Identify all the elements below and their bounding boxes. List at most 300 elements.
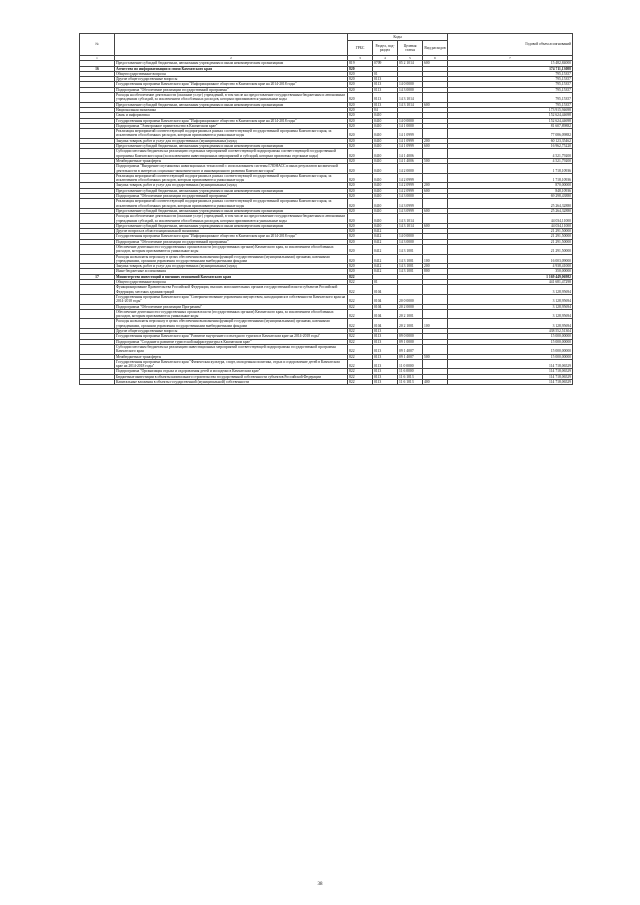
- razdel-code-cell: 0410: [373, 123, 398, 128]
- target-article-cell: 11 6 1013: [398, 374, 423, 379]
- razdel-code-cell: 0113: [373, 344, 398, 354]
- amount-cell: 795,15357: [448, 87, 573, 92]
- amount-cell: 25 264,32880: [448, 199, 573, 209]
- col-vr-header: Вид расходов: [423, 41, 448, 56]
- index-cell: 4: [373, 56, 398, 61]
- amount-cell: 77 086,09882: [448, 129, 573, 139]
- target-article-cell: 05 2 1014: [398, 61, 423, 66]
- razdel-code-cell: 0412: [373, 269, 398, 274]
- grbs-code-cell: 820: [348, 129, 373, 139]
- target-article-cell: [398, 285, 423, 295]
- target-article-cell: 11 6 1013: [398, 380, 423, 385]
- grbs-code-cell: 820: [348, 138, 373, 143]
- row-number-cell: [80, 214, 115, 224]
- grbs-code-cell: 820: [348, 234, 373, 239]
- razdel-code-cell: 0104: [373, 294, 398, 304]
- expense-type-cell: 800: [423, 269, 448, 274]
- row-name-cell: Подпрограмма "Внедрение спутниковых навигационных технологий с использованием системы ГЛОНАСС и иных результатов космической деятельности в интересах социально-экономического и инновационного развития Камчатского края": [115, 164, 348, 174]
- row-name-cell: Государственная программа Камчатского края "Информационное общество в Камчатском крае на 2014-2018 годы": [115, 118, 348, 123]
- expense-type-cell: [423, 285, 448, 295]
- expense-type-cell: [423, 344, 448, 354]
- amount-cell: 441 681,47298: [448, 280, 573, 285]
- table-body: [80, 61, 573, 385]
- table-row: [80, 254, 573, 264]
- razdel-code-cell: 0113: [373, 380, 398, 385]
- amount-cell: 114 718,06529: [448, 374, 573, 379]
- amount-cell: 350,00000: [448, 269, 573, 274]
- row-number-cell: [80, 149, 115, 159]
- row-name-cell: Предоставление субсидий бюджетным, автономным учреждениям и иным некоммерческим организациям: [115, 223, 348, 228]
- grbs-code-cell: 820: [348, 254, 373, 264]
- row-number-cell: [80, 164, 115, 174]
- razdel-code-cell: 0412: [373, 244, 398, 254]
- row-number-cell: [80, 309, 115, 319]
- razdel-code-cell: 01: [373, 71, 398, 76]
- row-name-cell: Подпрограмма "Электронное правительство в Камчатском крае": [115, 123, 348, 128]
- razdel-code-cell: 0113: [373, 329, 398, 334]
- razdel-code-cell: 0113: [373, 354, 398, 359]
- row-number-cell: [80, 173, 115, 183]
- grbs-code-cell: 822: [348, 280, 373, 285]
- row-name-cell: Предоставление субсидий бюджетным, автономным учреждениям и иным некоммерческим организациям: [115, 144, 348, 149]
- amount-cell: 3 128,95694: [448, 294, 573, 304]
- index-cell: 6: [423, 56, 448, 61]
- row-name-cell: Подпрограмма "Обеспечение реализации государственной программы": [115, 239, 348, 244]
- razdel-code-cell: 0113: [373, 102, 398, 107]
- grbs-code-cell: 820: [348, 208, 373, 213]
- expense-type-cell: 600: [423, 208, 448, 213]
- razdel-code-cell: 0410: [373, 113, 398, 118]
- grbs-code-cell: 820: [348, 164, 373, 174]
- grbs-code-cell: 822: [348, 344, 373, 354]
- table-row: [80, 199, 573, 209]
- grbs-code-cell: 822: [348, 339, 373, 344]
- expense-type-cell: 200: [423, 183, 448, 188]
- target-article-cell: 09 1 4007: [398, 344, 423, 354]
- amount-cell: 3 128,95694: [448, 309, 573, 319]
- grbs-code-cell: 822: [348, 309, 373, 319]
- target-article-cell: 20 2 1001: [398, 309, 423, 319]
- expense-type-cell: 100: [423, 319, 448, 329]
- target-article-cell: 14 3 1001: [398, 264, 423, 269]
- table-row: [80, 344, 573, 354]
- amount-cell: 795,15357: [448, 77, 573, 82]
- target-article-cell: 14 1 0999: [398, 144, 423, 149]
- budget-table-sheet: [79, 33, 573, 385]
- razdel-code-cell: 0412: [373, 239, 398, 244]
- grbs-code-cell: 820: [348, 71, 373, 76]
- amount-cell: 870,00000: [448, 183, 573, 188]
- target-article-cell: 14 2 0999: [398, 188, 423, 193]
- expense-type-cell: [423, 129, 448, 139]
- expense-type-cell: [423, 294, 448, 304]
- expense-type-cell: 400: [423, 380, 448, 385]
- target-article-cell: 09 1 4007: [398, 354, 423, 359]
- razdel-code-cell: 0113: [373, 359, 398, 369]
- grbs-code-cell: 820: [348, 158, 373, 163]
- budget-table: [79, 33, 573, 385]
- amount-cell: 795,15357: [448, 82, 573, 87]
- row-name-cell: Государственная программа Камчатского края "Совершенствование управления имуществом, находящимся в собственности Камчатского края на 2014-2018 годы": [115, 294, 348, 304]
- row-name-cell: Реализация мероприятий соответствующей подпрограммы в рамках соответствующей государственной программы Камчатского края, за исключением обособленных расходов, которым присваиваются уникальные коды: [115, 173, 348, 183]
- row-name-cell: Капитальные вложения в объекты государственной (муниципальной) собственности: [115, 380, 348, 385]
- amount-cell: 15 000,00000: [448, 354, 573, 359]
- razdel-code-cell: 0412: [373, 229, 398, 234]
- grbs-code-cell: 820: [348, 194, 373, 199]
- row-name-cell: Межбюджетные трансферты: [115, 158, 348, 163]
- razdel-code-cell: 01: [373, 280, 398, 285]
- row-name-cell: Другие общегосударственные вопросы: [115, 77, 348, 82]
- razdel-code-cell: 0104: [373, 304, 398, 309]
- row-number-cell: [80, 359, 115, 369]
- razdel-code-cell: 0410: [373, 164, 398, 174]
- target-article-cell: 09 0 0000: [398, 334, 423, 339]
- target-article-cell: 20 2 1001: [398, 319, 423, 329]
- razdel-code-cell: 0412: [373, 234, 398, 239]
- grbs-code-cell: 822: [348, 354, 373, 359]
- razdel-code-cell: 0410: [373, 144, 398, 149]
- razdel-code-cell: 0113: [373, 87, 398, 92]
- amount-cell: 4 521,79200: [448, 158, 573, 163]
- razdel-code-cell: 0410: [373, 208, 398, 213]
- amount-cell: 4 521,79200: [448, 149, 573, 159]
- target-article-cell: 14 0 0000: [398, 82, 423, 87]
- row-name-cell: Обеспечение деятельности государственных органов власти (государственных органов) Камчатского края, за исключением обособленных расходов, которым присваиваются уникальные коды: [115, 309, 348, 319]
- target-article-cell: 14 1 4006: [398, 158, 423, 163]
- target-article-cell: 14 3 0000: [398, 194, 423, 199]
- razdel-code-cell: 0410: [373, 214, 398, 224]
- amount-cell: 438 552,51304: [448, 329, 573, 334]
- row-number-cell: 16: [80, 66, 115, 71]
- col-cs-header: Целевая статья: [398, 41, 423, 56]
- row-number-cell: [80, 244, 115, 254]
- target-article-cell: 14 2 0999: [398, 183, 423, 188]
- target-article-cell: 20 0 0000: [398, 294, 423, 304]
- grbs-code-cell: 820: [348, 149, 373, 159]
- razdel-code-cell: 0412: [373, 254, 398, 264]
- grbs-code-cell: 822: [348, 319, 373, 329]
- grbs-code-cell: 820: [348, 77, 373, 82]
- row-name-cell: Подпрограмма "Обеспечение реализации Программы": [115, 304, 348, 309]
- grbs-code-cell: 822: [348, 380, 373, 385]
- razdel-code-cell: 0410: [373, 118, 398, 123]
- row-number-cell: [80, 199, 115, 209]
- grbs-code-cell: 820: [348, 113, 373, 118]
- expense-type-cell: 600: [423, 61, 448, 66]
- razdel-code-cell: 04: [373, 107, 398, 112]
- row-number-cell: [80, 285, 115, 295]
- row-name-cell: Предоставление субсидий бюджетным, автономным учреждениям и иным некоммерческим организациям: [115, 188, 348, 193]
- expense-type-cell: [423, 164, 448, 174]
- expense-type-cell: [423, 359, 448, 369]
- row-number-cell: [80, 344, 115, 354]
- razdel-code-cell: 0410: [373, 173, 398, 183]
- target-article-cell: 14 3 1014: [398, 214, 423, 224]
- row-name-cell: Национальная экономика: [115, 107, 348, 112]
- grbs-code-cell: 820: [348, 239, 373, 244]
- target-article-cell: 14 0 0000: [398, 234, 423, 239]
- row-name-cell: Обеспечение деятельности государственных органов власти (государственных органов) Камчатского края, за исключением обособленных расходов, которым присваиваются уникальные коды: [115, 244, 348, 254]
- row-name-cell: Подпрограмма "Организация отдыха и оздоровления детей и молодежи в Камчатском крае": [115, 369, 348, 374]
- expense-type-cell: 600: [423, 144, 448, 149]
- grbs-code-cell: 820: [348, 173, 373, 183]
- row-name-cell: Государственная программа Камчатского края "Физическая культура, спорт, молодежная политика, отдых и оздоровление детей в Камчатском крае на 2014-2018 годы": [115, 359, 348, 369]
- row-name-cell: Подпрограмма "Создание и развитие туристской инфраструктуры в Камчатском крае": [115, 339, 348, 344]
- target-article-cell: 09 1 0000: [398, 339, 423, 344]
- amount-cell: 795,15357: [448, 93, 573, 103]
- expense-type-cell: 500: [423, 354, 448, 359]
- col-razdel-header: Раздел, под-раздел: [373, 41, 398, 56]
- amount-cell: 174 711,13088: [448, 66, 573, 71]
- expense-type-cell: [423, 244, 448, 254]
- index-cell: 7: [448, 56, 573, 61]
- row-name-cell: Другие вопросы в области национальной экономики: [115, 229, 348, 234]
- target-article-cell: 14 3 1014: [398, 223, 423, 228]
- razdel-code-cell: 0113: [373, 339, 398, 344]
- amount-cell: 21 291,50000: [448, 229, 573, 234]
- row-number-cell: [80, 93, 115, 103]
- table-row: [80, 380, 573, 385]
- amount-cell: 1 718,10936: [448, 173, 573, 183]
- target-article-cell: 14 0 0000: [398, 118, 423, 123]
- grbs-code-cell: 820: [348, 188, 373, 193]
- grbs-code-cell: 820: [348, 93, 373, 103]
- amount-cell: 15 000,00000: [448, 339, 573, 344]
- table-row: [80, 149, 573, 159]
- row-name-cell: Реализация мероприятий соответствующей подпрограммы в рамках соответствующей государственной программы Камчатского края, за исключением обособленных расходов, которым присваиваются уникальные коды: [115, 199, 348, 209]
- razdel-code-cell: 0410: [373, 223, 398, 228]
- amount-cell: 3 128,95694: [448, 304, 573, 309]
- expense-type-cell: 600: [423, 223, 448, 228]
- amount-cell: 1 718,10936: [448, 164, 573, 174]
- expense-type-cell: [423, 199, 448, 209]
- grbs-code-cell: 822: [348, 274, 373, 279]
- row-number-cell: 17: [80, 274, 115, 279]
- table-row: [80, 319, 573, 329]
- amount-cell: 44 034,11000: [448, 223, 573, 228]
- target-article-cell: 11 0 0000: [398, 359, 423, 369]
- table-row: [80, 359, 573, 369]
- amount-cell: 152 624,44698: [448, 118, 573, 123]
- expense-type-cell: 600: [423, 188, 448, 193]
- razdel-code-cell: 0412: [373, 264, 398, 269]
- grbs-code-cell: 820: [348, 107, 373, 112]
- razdel-code-cell: 0410: [373, 194, 398, 199]
- grbs-code-cell: 819: [348, 61, 373, 66]
- expense-type-cell: [423, 173, 448, 183]
- row-name-cell: Государственная программа Камчатского края "Информационное общество в Камчатском крае на 2014-2018 годы": [115, 82, 348, 87]
- grbs-code-cell: 820: [348, 199, 373, 209]
- expense-type-cell: [423, 93, 448, 103]
- row-name-cell: Подпрограмма "Обеспечение реализации государственной программы": [115, 87, 348, 92]
- razdel-code-cell: 0410: [373, 149, 398, 159]
- index-cell: 3: [348, 56, 373, 61]
- grbs-code-cell: 822: [348, 369, 373, 374]
- target-article-cell: 11 6 0000: [398, 369, 423, 374]
- grbs-code-cell: 820: [348, 118, 373, 123]
- row-name-cell: Функционирование Правительства Российской Федерации, высших исполнительных органов государственной власти субъектов Российской Федерации, местных администраций: [115, 285, 348, 295]
- row-name-cell: Общегосударственные вопросы: [115, 280, 348, 285]
- index-cell: 5: [398, 56, 423, 61]
- grbs-code-cell: 820: [348, 223, 373, 228]
- amount-cell: 69 298,43880: [448, 194, 573, 199]
- amount-cell: 114 718,06529: [448, 380, 573, 385]
- razdel-code-cell: 0113: [373, 374, 398, 379]
- row-name-cell: Закупка товаров, работ и услуг для государственных (муниципальных) нужд: [115, 183, 348, 188]
- table-row: [80, 294, 573, 304]
- target-article-cell: 14 3 1014: [398, 93, 423, 103]
- grbs-code-cell: 820: [348, 87, 373, 92]
- expense-type-cell: [423, 309, 448, 319]
- razdel-code-cell: 0410: [373, 188, 398, 193]
- razdel-code-cell: 0104: [373, 285, 398, 295]
- grbs-code-cell: 820: [348, 123, 373, 128]
- amount-cell: 15 482,84000: [448, 61, 573, 66]
- row-name-cell: Предоставление субсидий бюджетным, автономным учреждениям и иным некоммерческим организациям: [115, 208, 348, 213]
- row-name-cell: Предоставление субсидий бюджетным, автономным учреждениям и иным некоммерческим организациям: [115, 61, 348, 66]
- razdel-code-cell: 0709: [373, 61, 398, 66]
- row-name-cell: Бюджетные инвестиции в объекты капитального строительства государственной собственности субъектов Российской Федерации: [115, 374, 348, 379]
- grbs-code-cell: 822: [348, 304, 373, 309]
- row-name-cell: Закупка товаров, работ и услуг для государственных (муниципальных) нужд: [115, 264, 348, 269]
- razdel-code-cell: 0410: [373, 138, 398, 143]
- target-article-cell: 20 2 0000: [398, 304, 423, 309]
- row-name-cell: Межбюджетные трансферты: [115, 354, 348, 359]
- grbs-code-cell: 820: [348, 214, 373, 224]
- razdel-code-cell: 0410: [373, 129, 398, 139]
- table-row: [80, 214, 573, 224]
- row-name-cell: Государственная программа Камчатского края "Развитие внутреннего и въездного туризма в Камчатском крае на 2014-2018 годы": [115, 334, 348, 339]
- amount-cell: 3 128,95694: [448, 319, 573, 329]
- amount-cell: 1 169 449,06982: [448, 274, 573, 279]
- target-article-cell: 14 3 0999: [398, 199, 423, 209]
- row-name-cell: Другие общегосударственные вопросы: [115, 329, 348, 334]
- amount-cell: 152 624,44698: [448, 113, 573, 118]
- razdel-code-cell: 0113: [373, 93, 398, 103]
- row-name-cell: Общегосударственные вопросы: [115, 71, 348, 76]
- amount-cell: 114 718,06529: [448, 369, 573, 374]
- row-name-cell: Государственная программа Камчатского края "Информационное общество в Камчатском крае на 2014-2018 годы": [115, 234, 348, 239]
- grbs-code-cell: 820: [348, 269, 373, 274]
- index-cell: 2: [115, 56, 348, 61]
- target-article-cell: 14 3 1001: [398, 244, 423, 254]
- row-name-cell: Расходы на обеспечение деятельности (оказание услуг) учреждений, в том числе на предоставление государственным бюджетным и автономным учреждениям субсидий, за исключением обособленных расходов, которым присваиваются уникальные коды: [115, 93, 348, 103]
- amount-cell: 21 291,50000: [448, 244, 573, 254]
- amount-cell: 848,10936: [448, 188, 573, 193]
- target-article-cell: 14 2 0999: [398, 173, 423, 183]
- row-name-cell: Предоставление субсидий бюджетным, автономным учреждениям и иным некоммерческим организациям: [115, 102, 348, 107]
- index-cell: 1: [80, 56, 115, 61]
- grbs-code-cell: 822: [348, 329, 373, 334]
- razdel-code-cell: 0113: [373, 82, 398, 87]
- grbs-code-cell: 822: [348, 359, 373, 369]
- row-number-cell: [80, 294, 115, 304]
- target-article-cell: 14 1 0999: [398, 129, 423, 139]
- amount-cell: 795,15357: [448, 71, 573, 76]
- row-number-cell: [80, 129, 115, 139]
- razdel-code-cell: 0113: [373, 77, 398, 82]
- amount-cell: 44 034,11000: [448, 214, 573, 224]
- table-row: [80, 309, 573, 319]
- target-article-cell: 14 3 1014: [398, 102, 423, 107]
- col-name-header: [115, 34, 348, 56]
- amount-cell: 25 264,32880: [448, 208, 573, 213]
- razdel-code-cell: 0410: [373, 199, 398, 209]
- amount-cell: 3 128,95694: [448, 285, 573, 295]
- expense-type-cell: 200: [423, 138, 448, 143]
- amount-cell: 16 003,09000: [448, 254, 573, 264]
- grbs-code-cell: 820: [348, 264, 373, 269]
- grbs-code-cell: 820: [348, 102, 373, 107]
- col-sum-header: Годовой объем ассигнований: [448, 34, 573, 56]
- razdel-code-cell: 0113: [373, 334, 398, 339]
- row-number-cell: [80, 319, 115, 329]
- expense-type-cell: 500: [423, 158, 448, 163]
- target-article-cell: 14 3 0000: [398, 87, 423, 92]
- col-grbs-header: ГРБС: [348, 41, 373, 56]
- target-article-cell: 14 1 0999: [398, 138, 423, 143]
- page-number: 38: [317, 882, 323, 887]
- amount-cell: 173 915,94698: [448, 107, 573, 112]
- row-name-cell: Министерство инвестиций и внешних отношений Камчатского края: [115, 274, 348, 279]
- amount-cell: 114 718,06529: [448, 359, 573, 369]
- table-row: [80, 164, 573, 174]
- amount-cell: 16 962,75220: [448, 144, 573, 149]
- grbs-code-cell: 822: [348, 374, 373, 379]
- grbs-code-cell: 820: [348, 66, 373, 71]
- row-name-cell: Расходы на обеспечение деятельности (оказание услуг) учреждений, в том числе на предоставление государственным бюджетным и автономным учреждениям субсидий, за исключением обособленных расходов, которым присваиваются уникальные коды: [115, 214, 348, 224]
- razdel-code-cell: 0410: [373, 158, 398, 163]
- row-name-cell: Расходы на выплаты персоналу в целях обеспечения выполнения функций государственными (муниципальными) органами, казенными учреждениями, органами управления государственными внебюджетными фондами: [115, 319, 348, 329]
- table-row: [80, 93, 573, 103]
- amount-cell: 81 607,89882: [448, 123, 573, 128]
- table-row: [80, 244, 573, 254]
- razdel-code-cell: 0104: [373, 319, 398, 329]
- razdel-code-cell: 0113: [373, 369, 398, 374]
- grbs-code-cell: 820: [348, 183, 373, 188]
- amount-cell: 21 291,50000: [448, 234, 573, 239]
- table-row: [80, 173, 573, 183]
- expense-type-cell: 600: [423, 102, 448, 107]
- target-article-cell: 14 1 0000: [398, 123, 423, 128]
- grbs-code-cell: 820: [348, 82, 373, 87]
- target-article-cell: 14 3 0000: [398, 239, 423, 244]
- row-name-cell: Субсидии местным бюджетам на реализацию инвестиционных мероприятий соответствующей подпрограммы государственной программы Камчатского края: [115, 344, 348, 354]
- col-num-header: №: [80, 34, 115, 56]
- row-name-cell: Закупка товаров, работ и услуг для государственных (муниципальных) нужд: [115, 138, 348, 143]
- grbs-code-cell: 820: [348, 144, 373, 149]
- target-article-cell: 14 2 0000: [398, 164, 423, 174]
- target-article-cell: 14 3 1001: [398, 254, 423, 264]
- grbs-code-cell: 820: [348, 244, 373, 254]
- row-name-cell: Агентство по информатизации и связи Камчатского края: [115, 66, 348, 71]
- target-article-cell: 14 1 4006: [398, 149, 423, 159]
- row-name-cell: Связь и информатика: [115, 113, 348, 118]
- row-name-cell: Иные бюджетные ассигнования: [115, 269, 348, 274]
- row-number-cell: [80, 254, 115, 264]
- amount-cell: 795,15357: [448, 102, 573, 107]
- row-name-cell: Подпрограмма "Обеспечение реализации государственной программы": [115, 194, 348, 199]
- expense-type-cell: [423, 149, 448, 159]
- grbs-code-cell: 822: [348, 294, 373, 304]
- table-row: [80, 129, 573, 139]
- amount-cell: 60 123,35462: [448, 138, 573, 143]
- table-row: [80, 285, 573, 295]
- razdel-code-cell: 0410: [373, 183, 398, 188]
- amount-cell: 21 291,50000: [448, 239, 573, 244]
- grbs-code-cell: 820: [348, 229, 373, 234]
- amount-cell: 4 938,41000: [448, 264, 573, 269]
